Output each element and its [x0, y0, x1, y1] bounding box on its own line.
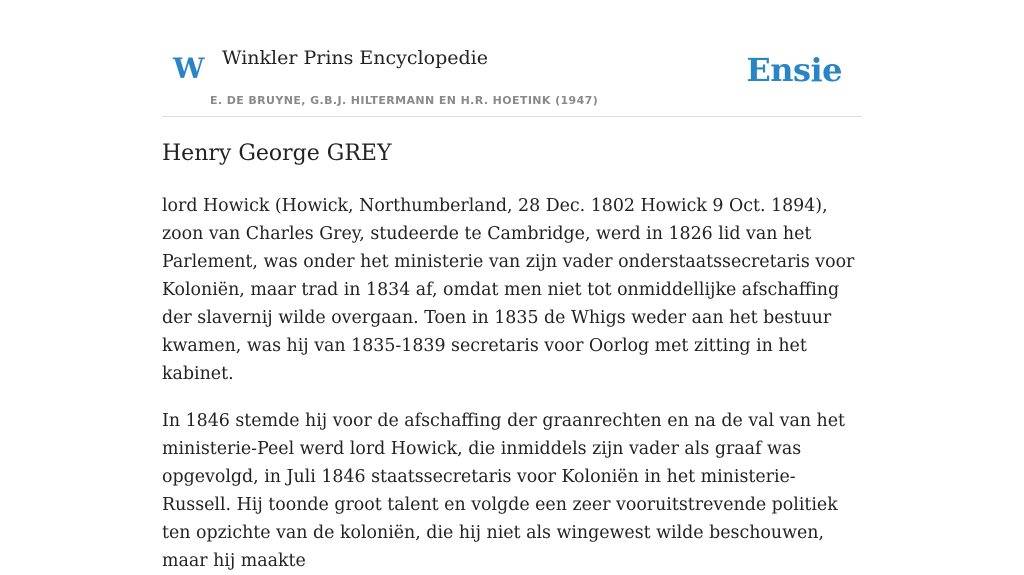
article — [162, 138, 862, 575]
logo-icon[interactable]: W — [173, 52, 205, 85]
article-paragraph: In 1846 stemde hij voor de afschaffing der graanrechten en na de val van het ministerie-Peel werd lord Howick, die inmiddels zijn vader als graaf was opgevolgd, in Juli 1846 staatssecretaris voor Koloniën in het ministerie-Russell. Hij toonde groot talent en volgde een zeer vooruitstrevende politiek ten opzichte van de koloniën, die hij niet als wingewest wilde beschouwen, maar hij maakte — [162, 411, 846, 571]
authors-line: E. DE BRUYNE, G.B.J. HILTERMANN EN H.R. HOETINK (1947) — [210, 94, 599, 107]
site-header — [162, 0, 862, 117]
article-paragraph: lord Howick (Howick, Northumberland, 28 Dec. 1802 Howick 9 Oct. 1894), zoon van Charles Grey, studeerde te Cambridge, werd in 1826 lid van het Parlement, was onder het ministerie van zijn vader onderstaatssecretaris voor Koloniën, maar trad in 1834 af, omdat men niet tot onmiddellijke afschaffing der slavernij wilde overgaan. Toen in 1835 de Whigs weder aan het bestuur kwamen, was hij van 1835-1839 secretaris voor Oorlog met zitting in het kabinet. — [162, 196, 855, 384]
brand-logo[interactable]: Ensie — [746, 51, 842, 89]
site-title[interactable]: Winkler Prins Encyclopedie — [222, 47, 488, 69]
article-title: Henry George GREY — [162, 141, 392, 166]
